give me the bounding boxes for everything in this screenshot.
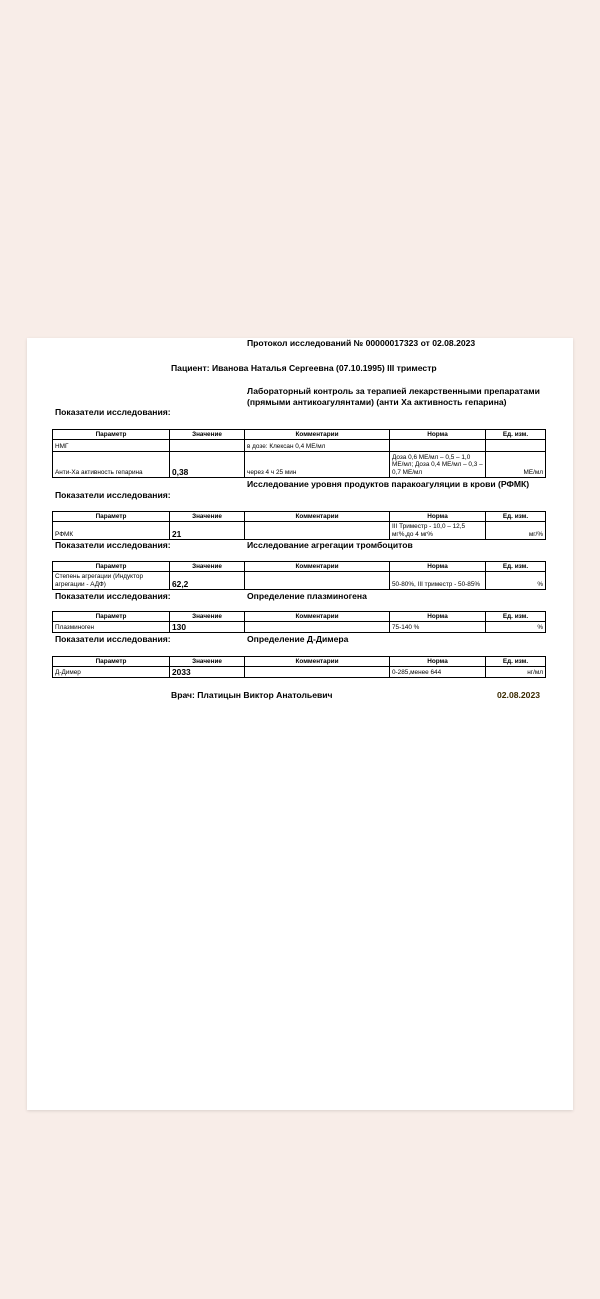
table-row [53, 440, 546, 452]
section-label-3: Показатели исследования: [55, 540, 171, 550]
cell-comment [245, 622, 390, 633]
cell-unit: мг/% [486, 522, 546, 540]
cell-unit [486, 440, 546, 452]
report-page [27, 338, 573, 1110]
table-row [53, 452, 546, 478]
cell-norm: 75-140 % [390, 622, 486, 633]
col-header-value: Значение [170, 562, 245, 572]
cell-param: Плазминоген [53, 622, 170, 633]
col-header-comment: Комментарии [245, 430, 390, 440]
col-header-unit: Ед. изм. [486, 512, 546, 522]
col-header-unit: Ед. изм. [486, 657, 546, 667]
section-title-anti-xa: Лабораторный контроль за терапией лекарственными препаратами (прямыми антикоагулянтами) (анти Ха активность гепарина) [247, 386, 540, 407]
col-header-param: Параметр [53, 657, 170, 667]
col-header-param: Параметр [53, 512, 170, 522]
section-title-plasminogen: Определение плазминогена [247, 591, 367, 601]
cell-norm: III Триместр - 10,0 – 12,5 мг%,до 4 мг% [390, 522, 486, 540]
col-header-norm: Норма [390, 430, 486, 440]
cell-comment [245, 522, 390, 540]
patient-info: Пациент: Иванова Наталья Сергеевна (07.10.1995) III триместр [171, 363, 437, 373]
col-header-value: Значение [170, 612, 245, 622]
cell-value: 62,2 [170, 572, 245, 590]
table-row [53, 667, 546, 678]
cell-value: 2033 [170, 667, 245, 678]
cell-norm: Доза 0,6 МЕ/мл – 0,5 – 1,0 МЕ/мл; Доза 0,4 МЕ/мл – 0,3 – 0,7 МЕ/мл [390, 452, 486, 478]
col-header-param: Параметр [53, 612, 170, 622]
cell-value: 130 [170, 622, 245, 633]
cell-norm: 0-285,менее 644 [390, 667, 486, 678]
col-header-value: Значение [170, 657, 245, 667]
cell-comment: через 4 ч 25 мин [245, 452, 390, 478]
col-header-norm: Норма [390, 612, 486, 622]
table-row [53, 522, 546, 540]
cell-norm: 50-80%, III триместр - 50-85% [390, 572, 486, 590]
cell-value: 0,38 [170, 452, 245, 478]
col-header-unit: Ед. изм. [486, 562, 546, 572]
cell-unit: МЕ/мл [486, 452, 546, 478]
col-header-norm: Норма [390, 562, 486, 572]
section-label-4: Показатели исследования: [55, 591, 171, 601]
report-title: Протокол исследований № 00000017323 от 02.08.2023 [247, 338, 476, 348]
col-header-value: Значение [170, 430, 245, 440]
table-row [53, 622, 546, 633]
cell-comment [245, 667, 390, 678]
cell-param: Степень агрегации (Индуктор агрегации - АДФ) [53, 572, 170, 590]
col-header-comment: Комментарии [245, 612, 390, 622]
section-title-d-dimer: Определение Д-Димера [247, 634, 349, 644]
cell-norm [390, 440, 486, 452]
table-anti-xa [52, 429, 546, 478]
col-header-comment: Комментарии [245, 562, 390, 572]
report-date: 02.08.2023 [497, 690, 541, 700]
doctor-signature: Врач: Платицын Виктор Анатольевич [171, 690, 333, 700]
section-label-2: Показатели исследования: [55, 490, 171, 500]
cell-comment: в дозе: Клексан 0,4 МЕ/мл [245, 440, 390, 452]
cell-unit: нг/мл [486, 667, 546, 678]
table-header-row [53, 512, 546, 522]
table-aggregation [52, 561, 546, 590]
table-d-dimer [52, 656, 546, 678]
table-header-row [53, 612, 546, 622]
col-header-unit: Ед. изм. [486, 612, 546, 622]
cell-value [170, 440, 245, 452]
table-plasminogen [52, 611, 546, 633]
cell-comment [245, 572, 390, 590]
cell-param: НМГ [53, 440, 170, 452]
col-header-norm: Норма [390, 657, 486, 667]
col-header-value: Значение [170, 512, 245, 522]
section-label-5: Показатели исследования: [55, 634, 171, 644]
col-header-param: Параметр [53, 430, 170, 440]
cell-param: Д-Димер [53, 667, 170, 678]
col-header-param: Параметр [53, 562, 170, 572]
table-header-row [53, 562, 546, 572]
section-label-1: Показатели исследования: [55, 407, 171, 417]
cell-unit: % [486, 572, 546, 590]
col-header-unit: Ед. изм. [486, 430, 546, 440]
section-title-aggregation: Исследование агрегации тромбоцитов [247, 540, 413, 550]
cell-param: РФМК [53, 522, 170, 540]
section-title-rfmk: Исследование уровня продуктов паракоагуляции в крови (РФМК) [247, 479, 530, 489]
col-header-norm: Норма [390, 512, 486, 522]
table-header-row [53, 657, 546, 667]
cell-param: Анти-Ха активность гепарина [53, 452, 170, 478]
table-rfmk [52, 511, 546, 540]
table-header-row [53, 430, 546, 440]
col-header-comment: Комментарии [245, 512, 390, 522]
cell-value: 21 [170, 522, 245, 540]
cell-unit: % [486, 622, 546, 633]
col-header-comment: Комментарии [245, 657, 390, 667]
table-row [53, 572, 546, 590]
